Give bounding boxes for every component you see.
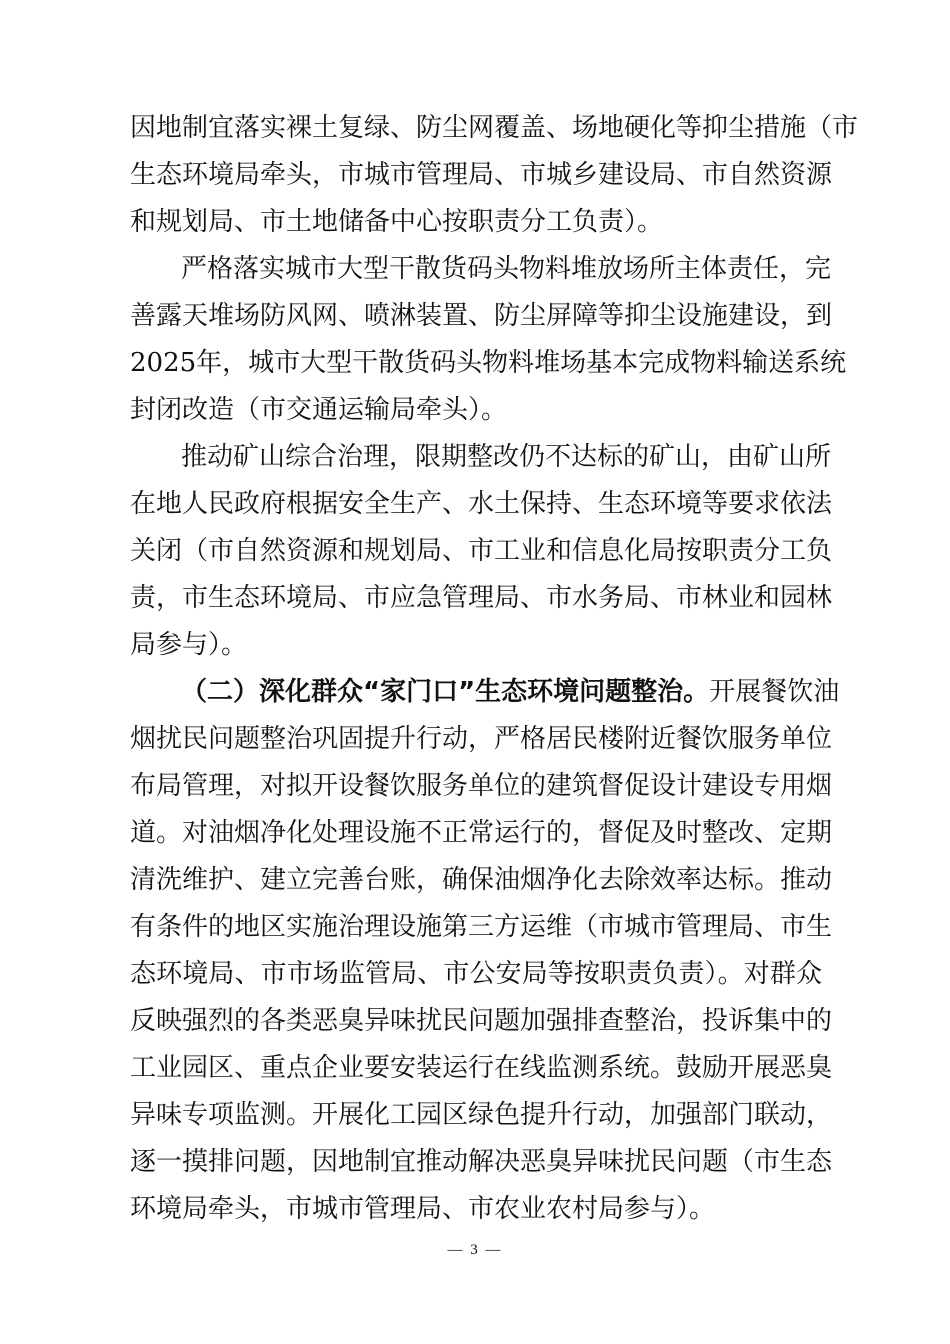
text-line: 异味专项监测。开展化工园区绿色提升行动，加强部门联动， [130, 1100, 833, 1130]
text-line: 生态环境局牵头，市城市管理局、市城乡建设局、市自然资源 [130, 160, 833, 190]
text-line: 烟扰民问题整治巩固提升行动，严格居民楼附近餐饮服务单位 [130, 724, 833, 754]
text-line: 封闭改造（市交通运输局牵头）。 [130, 395, 508, 425]
text-line: 局参与）。 [130, 630, 248, 660]
text-line: 因地制宜落实裸土复绿、防尘网覆盖、场地硬化等抑尘措施（市 [130, 113, 859, 143]
text-line: 清洗维护、建立完善台账，确保油烟净化去除效率达标。推动 [130, 865, 833, 895]
text-line: 严格落实城市大型干散货码头物料堆放场所主体责任，完 [181, 254, 832, 284]
text-line: 关闭（市自然资源和规划局、市工业和信息化局按职责分工负 [130, 536, 833, 566]
text-line: 态环境局、市市场监管局、市公安局等按职责负责）。对群众 [130, 959, 822, 989]
text-line: 善露天堆场防风网、喷淋装置、防尘屏障等抑尘设施建设，到 [130, 301, 833, 331]
section-heading-line [181, 674, 840, 710]
text-line: 工业园区、重点企业要安装运行在线监测系统。鼓励开展恶臭 [130, 1053, 833, 1083]
text-line: 推动矿山综合治理，限期整改仍不达标的矿山，由矿山所 [181, 442, 832, 472]
text-line: 在地人民政府根据安全生产、水土保持、生态环境等要求依法 [130, 489, 833, 519]
text-line: 和规划局、市土地储备中心按职责分工负责）。 [130, 207, 664, 237]
text-line: 逐一摸排问题，因地制宜推动解决恶臭异味扰民问题（市生态 [130, 1147, 833, 1177]
text-line: 布局管理，对拟开设餐饮服务单位的建筑督促设计建设专用烟 [130, 771, 833, 801]
text-line: 反映强烈的各类恶臭异味扰民问题加强排查整治，投诉集中的 [130, 1006, 833, 1036]
page-number: — 3 — [447, 1242, 503, 1258]
text-line: 2025年，城市大型干散货码头物料堆场基本完成物料输送系统 [130, 348, 847, 378]
text-line: 有条件的地区实施治理设施第三方运维（市城市管理局、市生 [130, 912, 833, 942]
text-line: 责，市生态环境局、市应急管理局、市水务局、市林业和园林 [130, 583, 833, 613]
text-segment: 开展餐饮油 [709, 677, 840, 707]
text-line: 环境局牵头，市城市管理局、市农业农村局参与）。 [130, 1194, 716, 1224]
section-heading: （二）深化群众“家门口”生态环境问题整治。 [181, 677, 710, 707]
text-line: 道。对油烟净化处理设施不正常运行的，督促及时整改、定期 [130, 818, 833, 848]
